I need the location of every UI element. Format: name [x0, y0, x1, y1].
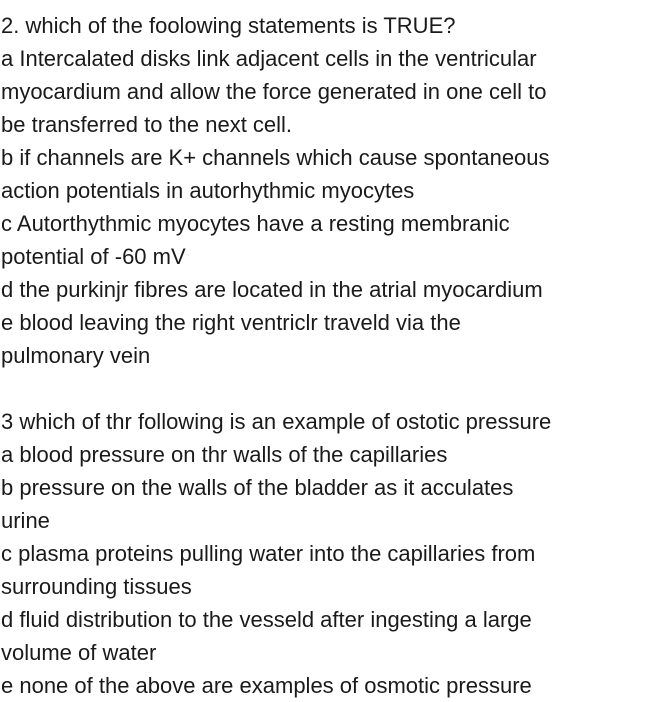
question-3-option-b: b pressure on the walls of the bladder as it acculates	[1, 475, 514, 500]
question-3-stem: 3 which of thr following is an example of ostotic pressure	[1, 409, 552, 434]
question-3-option-d-continued: volume of water	[1, 640, 157, 665]
question-2-option-a-continued: myocardium and allow the force generated in one cell to	[1, 79, 547, 104]
question-3-option-d: d fluid distribution to the vesseld after ingesting a large	[1, 607, 532, 632]
question-3-option-c: c plasma proteins pulling water into the capillaries from	[1, 541, 536, 566]
question-3-option-e: e none of the above are examples of osmotic pressure	[1, 673, 532, 698]
question-2-option-b: b if channels are K+ channels which cause spontaneous	[1, 145, 550, 170]
question-2-block	[1, 9, 653, 372]
question-2-option-c-continued: potential of -60 mV	[1, 244, 186, 269]
question-3-option-b-continued: urine	[1, 508, 50, 533]
question-2-option-e: e blood leaving the right ventriclr traveld via the	[1, 310, 461, 335]
question-2-option-a: a Intercalated disks link adjacent cells in the ventricular	[1, 46, 537, 71]
question-2-option-d: d the purkinjr fibres are located in the atrial myocardium	[1, 277, 543, 302]
question-2-option-c: c Autorthythmic myocytes have a resting membranic	[1, 211, 510, 236]
question-3-block	[1, 405, 653, 702]
question-2-option-e-continued: pulmonary vein	[1, 343, 151, 368]
paragraph-gap	[1, 372, 653, 405]
question-2-option-a-continued: be transferred to the next cell.	[1, 112, 293, 137]
question-2-option-b-continued: action potentials in autorhythmic myocytes	[1, 178, 415, 203]
question-3-option-a: a blood pressure on thr walls of the capillaries	[1, 442, 448, 467]
question-2-stem: 2. which of the foolowing statements is TRUE?	[1, 13, 456, 38]
question-3-option-c-continued: surrounding tissues	[1, 574, 192, 599]
